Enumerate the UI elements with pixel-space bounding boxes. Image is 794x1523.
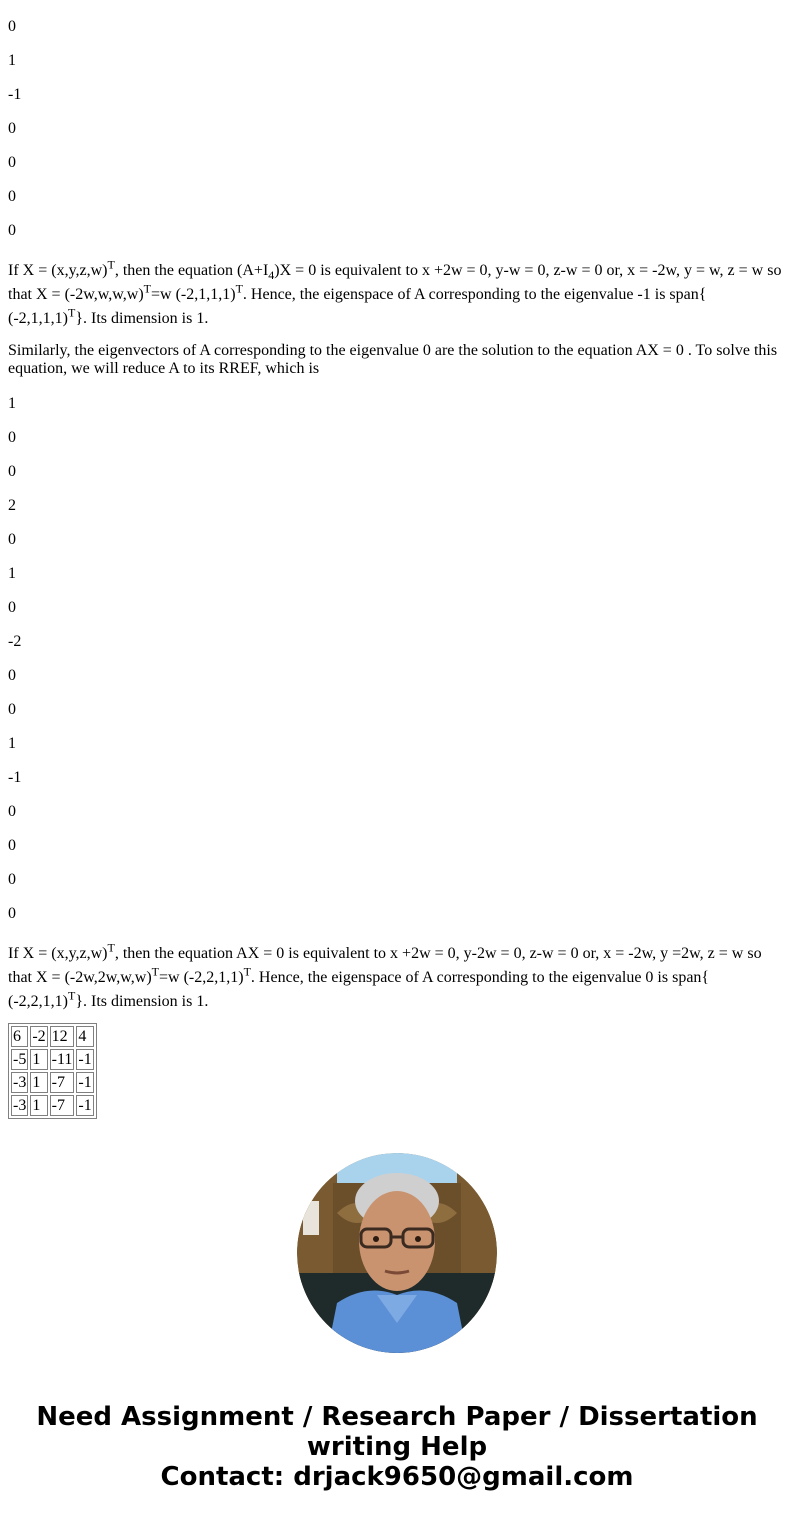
list-b-value: 1 [8,735,16,752]
matrix-cell: 1 [30,1049,47,1070]
promo-banner [0,1402,794,1492]
para1-sub-1: 4 [268,268,275,283]
matrix-cell: -1 [78,1074,92,1091]
list-b-value: -1 [8,769,22,786]
para1-text-5: . Hence, the eigenspace of A corresponding to the eigenvalue -1 is span{ (-2,1,1,1) [8,286,707,327]
matrix-cell: -11 [51,1051,73,1068]
para1-text-3: )X = 0 is equivalent to x +2w = 0, y-w = 0, z-w = 0 or, x = -2w, y = w, z = w so that X = (-2w,w,w,w) [8,262,782,303]
para3-sup-1: T [107,940,115,955]
list-b-value: 0 [8,599,16,616]
para3-text-2: , then the equation AX = 0 is equivalent to x +2w = 0, y-2w = 0, z-w = 0 or, x = -2w, y =2w, z = w so that X = (-2w,2w,w,w) [8,945,762,986]
matrix-row [11,1026,94,1047]
matrix-cell: 6 [11,1026,28,1047]
matrix-cell: -1 [78,1097,92,1114]
promo-line-2: writing Help [306,1432,488,1462]
para1-sup-4: T [67,305,76,320]
list-b-value: 0 [8,803,16,820]
matrix-values-list-a [8,0,21,238]
matrix-cell: -1 [78,1051,92,1068]
list-b-value: 0 [8,871,16,888]
matrix-cell: 1 [30,1095,47,1116]
matrix-cell: 1 [30,1072,47,1093]
author-portrait-icon [297,1153,497,1353]
list-b-value: -2 [8,633,22,650]
list-b-value: 0 [8,463,16,480]
matrix-cell: 12 [50,1026,75,1047]
list-b-value: 0 [8,667,16,684]
matrix-row [11,1095,94,1116]
eigenspace-paragraph-zero [8,942,788,1014]
para3-text-3: =w (-2,2,1,1) [159,969,244,986]
list-b-value: 0 [8,531,16,548]
rref-values-list [8,377,21,921]
eigenspace-paragraph-minus-one [8,259,788,331]
list-a-value: 0 [8,18,16,35]
list-a-value: 0 [8,154,16,171]
para1-text-6: }. Its dimension is 1. [75,310,209,327]
list-b-value: 1 [8,395,16,412]
list-a-value: 1 [8,52,16,69]
list-a-value: 0 [8,188,16,205]
list-a-value: 0 [8,120,16,137]
para3-sup-2: T [151,964,159,979]
matrix-cell: -2 [32,1028,46,1045]
promo-contact-line: Contact: drjack9650@gmail.com [160,1462,634,1492]
para3-text-4: . Hence, the eigenspace of A corresponding to the eigenvalue 0 is span{ (-2,2,1,1) [8,969,710,1010]
list-b-value: 0 [8,837,16,854]
list-b-value: 0 [8,905,16,922]
matrix-row [11,1049,94,1070]
para1-text-4: =w (-2,1,1,1) [151,286,236,303]
matrix-cell: -5 [13,1051,27,1068]
author-photo [297,1153,497,1353]
para1-text-1: If X = (x,y,z,w) [8,262,108,279]
matrix-a-table [8,1023,97,1119]
list-a-value: 0 [8,222,16,239]
list-b-value: 1 [8,565,16,582]
para3-text-1: If X = (x,y,z,w) [8,945,108,962]
para1-sup-1: T [107,257,115,272]
matrix-cell: -7 [50,1095,75,1116]
matrix-cell: -3 [13,1074,27,1091]
list-b-value: 0 [8,701,16,718]
para1-sup-3: T [235,281,243,296]
para3-text-5: }. Its dimension is 1. [75,993,209,1010]
matrix-cell: 4 [76,1026,93,1047]
para1-sup-2: T [143,281,151,296]
matrix-row [11,1072,94,1093]
promo-line-1: Need Assignment / Research Paper / Dissertation [36,1402,758,1432]
list-b-value: 0 [8,429,16,446]
matrix-cell: -3 [13,1097,27,1114]
rref-intro-paragraph: Similarly, the eigenvectors of A corresponding to the eigenvalue 0 are the solution to the equation AX = 0 . To solve this equation, we will reduce A to its RREF, which is [8,342,778,377]
para3-sup-3: T [243,964,251,979]
para1-text-2: , then the equation (A+I [114,262,269,279]
para3-sup-4: T [67,988,76,1003]
list-a-value: -1 [8,86,22,103]
matrix-cell: -7 [50,1072,75,1093]
list-b-value: 2 [8,497,16,514]
